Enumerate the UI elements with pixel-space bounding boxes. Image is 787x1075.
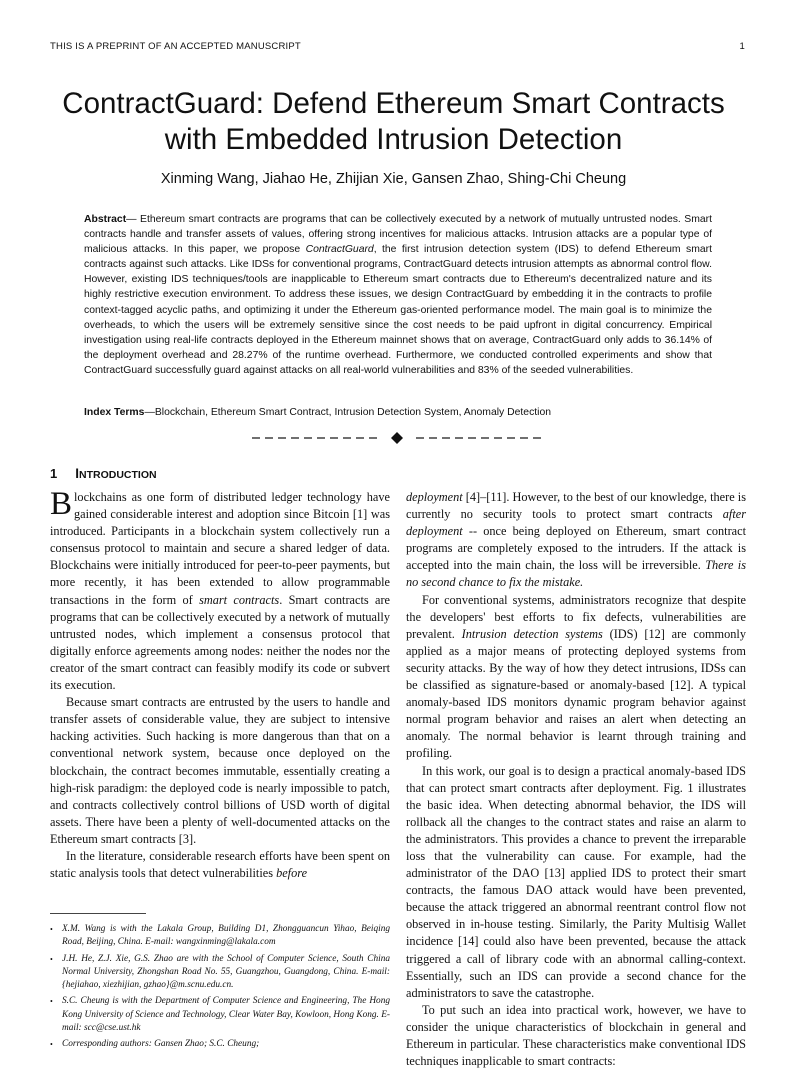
footnote-rule: [50, 913, 146, 914]
drop-cap: B: [50, 486, 73, 522]
left-column: [50, 486, 390, 882]
running-head-text: THIS IS A PREPRINT OF AN ACCEPTED MANUSCRIPT: [50, 41, 301, 52]
bullet-icon: •: [50, 954, 53, 964]
section-heading: [50, 466, 157, 481]
footnotes: [50, 923, 390, 1055]
paragraph-text: In the literature, considerable research efforts have been spent on static analysis tools that detect vulnerabilities: [50, 848, 390, 881]
section-number: 1: [50, 466, 58, 481]
paragraph-text: [4]–[11]. However, to the best of our knowledge, there is currently no security tools to protect smart contracts: [406, 490, 746, 522]
emphasis: Intrusion detection systems: [461, 626, 603, 641]
paragraph-text: (IDS) [12] are commonly applied as a major means of protecting deployed systems from security attacks. By the way of how they detect intrusions, IDSs can be classified as signature-based or anomaly-based [12]. A typical anomaly-based IDS monitors dynamic program behavior against normal program behavior and raises an alert when detecting an anomaly. The normal behavior is learnt through training and profiling.: [406, 626, 746, 761]
footnote-item: [50, 995, 390, 1035]
page-number: 1: [739, 41, 745, 52]
section-divider: [250, 428, 545, 446]
emphasis: smart contracts: [199, 592, 280, 607]
footnote-text: Corresponding authors: Gansen Zhao; S.C. Cheung;: [62, 1039, 260, 1050]
bullet-icon: •: [50, 997, 53, 1007]
emphasis: before: [276, 866, 308, 881]
section-title-initial: I: [75, 466, 79, 481]
paragraph: [406, 489, 746, 592]
emphasis: after deployment: [406, 507, 746, 539]
paragraph-text: -- once being deployed on Ethereum, smart contract programs are completely exposed to the intruders. If the attack is accepted into the main chain, the loss will be irreversible.: [406, 524, 746, 573]
paragraph-text: For conventional systems, administrators recognize that despite the developers' best efforts to fix defects, vulnerabilities are prevalent.: [406, 592, 746, 641]
emphasis: deployment: [406, 490, 463, 504]
paragraph: [50, 486, 390, 694]
abstract-text-part1: — Ethereum smart contracts are programs that can be collectively executed by a network of mutually untrusted nodes. Smart contracts handle and transfer assets of values, offering strong incentives for malicious attacks. Intrusion attacks are a popular type of malicious attacks. In this paper, we propose: [84, 214, 712, 256]
paragraph-text: lockchains as one form of distributed ledger technology have gained considerable interest and adoption since Bitcoin [1] was introduced. Participants in a blockchain system collectively run a consensus protocol to maintain and secure a shared ledger of data. Blockchains were initially introduced for peer-to-peer payments, but more recently, it has been extended to allow programmable transactions in the form of: [50, 490, 390, 607]
paragraph: [50, 848, 390, 882]
paragraph: Because smart contracts are entrusted by the users to handle and transfer assets of considerable value, they are subject to intensive hacking activities. Such hacking is more dangerous than that on a conventional network system, because once deployed on the blockchain, the contract becomes immutable, essentially creating a high-risk paradigm: the deployed code is nearly impossible to patch, and contracts collectively control billions of USD worth of digital assets. There have been a plenty of well-documented attacks on the Ethereum smart contracts [3].: [50, 695, 390, 846]
paragraph-text: . Smart contracts are programs that can be collectively executed by a network of mutually untrusted nodes, which implement a consensus protocol that digitally enforce agreements among nodes: neither the nodes nor the creator of the smart contract can feasibly modify its code or subvert its execution.: [50, 592, 390, 693]
right-column: [406, 489, 746, 1070]
paragraph: [406, 592, 746, 763]
abstract-text-part2: , the first intrusion detection system (IDS) to defend Ethereum smart contracts against such attacks. Like IDSs for conventional programs, ContractGuard detects intrusion attempts as abnormal control flow. However, existing IDS techniques/tools are inapplicable to Ethereum smart contracts due to Ethereum's decentralized nature and its highly restrictive execution environment. To address these issues, we design ContractGuard by embedding it in the contracts to profile context-tagged acyclic paths, and optimizing it under the Ethereum gas-oriented performance model. The main goal is to minimize the overheads, to which the users will be extremely sensitive since the cost needs to be paid upfront in digital concurrency. Empirical investigation using real-life contracts deployed in the Ethereum mainnet shows that on average, ContractGuard only adds to 36.14% of the deployment overhead and 28.27% of the runtime overhead. Furthermore, we conducted controlled experiments and show that ContractGuard successfully guard against attacks on all real-world vulnerabilities and 83% of the seeded vulnerabilities.: [84, 244, 712, 376]
author-list: Xinming Wang, Jiahao He, Zhijian Xie, Gansen Zhao, Shing-Chi Cheung: [160, 171, 627, 187]
abstract: [84, 212, 712, 378]
footnote-item: [50, 923, 390, 950]
footnote-item: [50, 1038, 390, 1051]
paragraph: In this work, our goal is to design a practical anomaly-based IDS that can protect smart contracts after deployment. Fig. 1 illustrates the basic idea. When detecting abnormal behavior, the IDS will rollback all the changes to the contract states and raise an alarm to the administrators. This provides a chance to prevent the irreparable loss that the vulnerability can cause. For example, had the administrator of the DAO [13] applied IDS to protect their smart contracts, the famous DAO attack would have been prevented, because the attack triggered an abnormal reentrant control flow not observed in in-house testing. Similarly, the Parity Multisig Wallet incidence [14] could also have been prevented, because the attack triggered a call of library code with an abnormal calling-context. Essentially, such an IDS can provide a second chance for the administrators to save the catastrophe.: [406, 763, 746, 1000]
running-head: [50, 41, 745, 52]
footnote-text: X.M. Wang is with the Lakala Group, Building D1, Zhongguancun Yihao, Beiqing Road, Beijing, China. E-mail: wangxinming@lakala.com: [62, 924, 390, 948]
paragraph: To put such an idea into practical work, however, we have to consider the unique characteristics of blockchain in general and Ethereum in particular. These characteristics make conventional IDS techniques inapplicable to smart contracts:: [406, 1002, 746, 1069]
footnote-text: S.C. Cheung is with the Department of Computer Science and Engineering, The Hong Kong University of Science and Technology, Clear Water Bay, Kowloon, Hong Kong. E-mail: scc@cse.ust.hk: [62, 996, 390, 1034]
index-terms-label: Index Terms: [84, 407, 145, 418]
abstract-system-name: ContractGuard: [305, 244, 374, 256]
paper-title: ContractGuard: Defend Ethereum Smart Contracts with Embedded Intrusion Detection: [62, 87, 725, 156]
emphasis: There is no second chance to fix the mistake.: [406, 558, 746, 590]
footnote-item: [50, 953, 390, 993]
index-terms-text: —Blockchain, Ethereum Smart Contract, Intrusion Detection System, Anomaly Detection: [144, 407, 552, 418]
section-title-rest: NTRODUCTION: [79, 469, 157, 481]
index-terms: [84, 405, 712, 420]
bullet-icon: •: [50, 1040, 53, 1050]
abstract-label: Abstract: [84, 214, 127, 225]
bullet-icon: •: [50, 925, 53, 934]
footnote-text: J.H. He, Z.J. Xie, G.S. Zhao are with the School of Computer Science, South China Normal University, Zhongshan Road No. 55, Guangzhou, Guangdong, China. E-mail:{hejiahao, xiezhijian, gzhao}@m.scnu.edu.cn.: [62, 953, 390, 991]
diamond-icon: [391, 432, 403, 444]
